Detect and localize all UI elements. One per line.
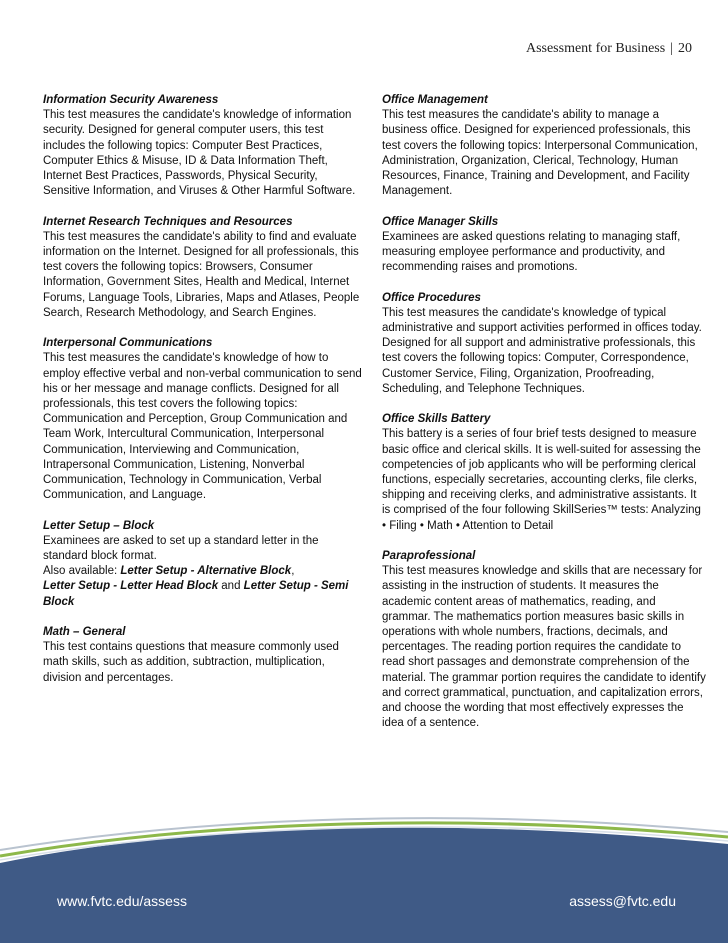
right-column bbox=[382, 93, 707, 747]
header-title: Assessment for Business bbox=[525, 41, 666, 56]
entry-title: Office Management bbox=[382, 94, 488, 106]
entry-title: Office Skills Battery bbox=[382, 413, 491, 426]
footer-email[interactable]: assess@fvtc.edu bbox=[569, 893, 676, 909]
entry-body: This test measures the candidate's knowledge of information security. Designed for general computer users, this test includes the following topics: Computer Best Practices, Computer Ethics & Misuse, ID & Data Information Theft, Internet Best Practices, Passwords, Physical Security, Sensitive Information, and Viruses & Other Harmful Software. bbox=[43, 109, 356, 198]
entry-internet-research bbox=[43, 215, 363, 321]
also-available-conjunction: and bbox=[218, 580, 244, 593]
entry-body: This test measures the candidate's knowledge of how to employ effective verbal and non-verbal communication to send his or her message and manage conflicts. Designed for all professionals, this test covers the following topics: Communication and Perception, Group Communication and Team Work, Intercultural Communication, Interpersonal Communication, Interviewing and Communication, Intrapersonal Communication, Listening, Nonverbal Communication, Technology in Communication, Verbal Communication, and Language. bbox=[43, 352, 362, 502]
entry-office-procedures bbox=[382, 291, 707, 397]
footer-website[interactable]: www.fvtc.edu/assess bbox=[57, 893, 187, 909]
entry-title: Math – General bbox=[43, 626, 126, 639]
entry-information-security-awareness bbox=[43, 93, 363, 199]
entry-office-management bbox=[382, 93, 707, 199]
entry-interpersonal-communications bbox=[43, 336, 363, 503]
entry-title: Interpersonal Communications bbox=[43, 337, 213, 350]
page-header bbox=[526, 41, 692, 57]
entry-body: This battery is a series of four brief tests designed to measure basic office and clerical skills. It is well-suited for assessing the competencies of job applicants who will be performing clerical functions, especially secretaries, accounting clerks, file clerks, shipping and receiving clerks, and administrative assistants. It is comprised of the four following SkillSeries™ tests: Analyzing • Filing • Math • Attention to Detail bbox=[382, 428, 701, 532]
entry-title: Information Security Awareness bbox=[43, 94, 219, 106]
entry-office-skills-battery bbox=[382, 412, 707, 534]
entry-body: Examinees are asked to set up a standard letter in the standard block format. bbox=[43, 534, 319, 563]
entry-title: Internet Research Techniques and Resources bbox=[43, 215, 293, 228]
entry-title: Office Manager Skills bbox=[382, 215, 499, 228]
entry-body: This test measures the candidate's ability to manage a business office. Designed for experienced professionals, this test covers the following topics: Interpersonal Communication, Administration, Organization, Clerical, Technology, Human Resources, Finance, Training and Development, and Facility Management. bbox=[382, 109, 698, 198]
entry-title: Paraprofessional bbox=[382, 550, 476, 563]
also-available-item: Letter Setup - Letter Head Block bbox=[43, 580, 219, 593]
entry-body: This test measures knowledge and skills that are necessary for assisting in the instruction of students. It measures the academic content areas of mathematics, reading, and grammar. The mathematics portion measures basic skills in operations with whole numbers, fractions, decimals, and percentages. The reading portion requires the candidate to read short passages and demonstrate comprehension of the material. The grammar portion requires the candidate to identify and correct grammatical, punctuation, and capitalization errors, and choose the wording that most effectively expresses the idea of a sentence. bbox=[382, 565, 706, 730]
page-number: 20 bbox=[678, 41, 692, 56]
entry-body: This test measures the candidate's ability to find and evaluate information on the Internet. Designed for all professionals, this test covers the following topics: Browsers, Consumer Information, Government Sites, Health and Medical, Internet Forums, Language Tools, Libraries, Maps and Atlases, People Search, Research Methodology, and Search Engines. bbox=[43, 230, 360, 319]
entry-title: Letter Setup – Block bbox=[43, 519, 155, 532]
entry-paraprofessional bbox=[382, 549, 707, 731]
also-available-note bbox=[43, 564, 363, 610]
entry-title: Office Procedures bbox=[382, 291, 481, 304]
entry-office-manager-skills bbox=[382, 215, 707, 276]
footer-banner bbox=[0, 810, 728, 943]
also-available-prefix: Also available: bbox=[43, 565, 121, 578]
entry-letter-setup-block bbox=[43, 519, 363, 610]
also-available-item: Letter Setup - Semi Block bbox=[43, 580, 349, 608]
also-available-item: Letter Setup - Alternative Block bbox=[120, 565, 292, 578]
entry-math-general bbox=[43, 625, 363, 686]
entry-body: Examinees are asked questions relating to managing staff, measuring employee performance and productivity, and recommending raises and promotions. bbox=[382, 230, 681, 274]
left-column bbox=[43, 93, 363, 701]
also-available-separator: , bbox=[291, 565, 295, 578]
footer-swoosh-graphic bbox=[0, 810, 728, 943]
header-separator: | bbox=[670, 41, 673, 56]
entry-body: This test measures the candidate's knowledge of typical administrative and support activities performed in offices today. Designed for all support and administrative professionals, this test covers the following topics: Computer, Correspondence, Customer Service, Filing, Organization, Proofreading, Scheduling, and Telephone Techniques. bbox=[382, 306, 702, 395]
entry-body: This test contains questions that measure commonly used math skills, such as addition, subtraction, multiplication, division and percentages. bbox=[43, 641, 339, 684]
